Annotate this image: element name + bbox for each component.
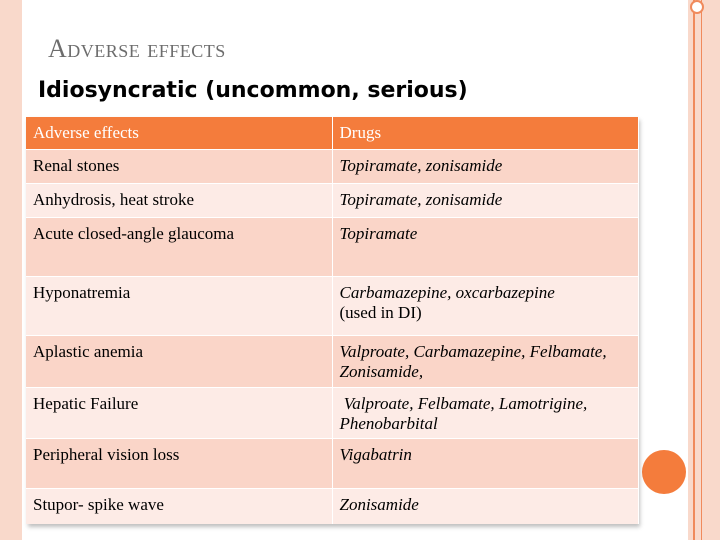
table-row bbox=[26, 388, 638, 439]
effect-cell: Aplastic anemia bbox=[26, 336, 332, 388]
table-row bbox=[26, 184, 638, 218]
slide-title: Adverse effects bbox=[48, 34, 226, 63]
table-row bbox=[26, 150, 638, 184]
drugs-cell: Vigabatrin bbox=[332, 439, 638, 489]
table-row bbox=[26, 439, 638, 489]
drugs-cell: Topiramate, zonisamide bbox=[332, 150, 638, 184]
header-drugs: Drugs bbox=[332, 117, 638, 150]
effect-cell: Hyponatremia bbox=[26, 277, 332, 336]
slide-subtitle: Idiosyncratic (uncommon, serious) bbox=[38, 78, 468, 103]
top-ring-ornament bbox=[690, 0, 704, 14]
drugs-cell: Topiramate, zonisamide bbox=[332, 184, 638, 218]
table-row bbox=[26, 218, 638, 277]
effect-cell: Acute closed-angle glaucoma bbox=[26, 218, 332, 277]
effect-cell: Renal stones bbox=[26, 150, 332, 184]
drugs-cell bbox=[332, 277, 638, 336]
drugs-cell: Valproate, Felbamate, Lamotrigine, Phenobarbital bbox=[332, 388, 638, 439]
drugs-cell: Topiramate bbox=[332, 218, 638, 277]
table-row bbox=[26, 336, 638, 388]
drugs-text: Carbamazepine, oxcarbazepine bbox=[339, 283, 555, 302]
header-adverse-effects: Adverse effects bbox=[26, 117, 332, 150]
adverse-effects-table bbox=[26, 117, 638, 524]
effect-cell: Stupor- spike wave bbox=[26, 489, 332, 524]
right-band-line-thin bbox=[701, 0, 702, 540]
left-decorative-band bbox=[0, 0, 22, 540]
table-row bbox=[26, 277, 638, 336]
drugs-note: (used in DI) bbox=[339, 303, 422, 322]
drugs-cell: Valproate, Carbamazepine, Felbamate, Zonisamide, bbox=[332, 336, 638, 388]
orange-circle-ornament bbox=[642, 450, 686, 494]
table-row bbox=[26, 489, 638, 524]
table-header-row bbox=[26, 117, 638, 150]
drugs-cell: Zonisamide bbox=[332, 489, 638, 524]
effect-cell: Hepatic Failure bbox=[26, 388, 332, 439]
effect-cell: Anhydrosis, heat stroke bbox=[26, 184, 332, 218]
right-band-line bbox=[693, 0, 695, 540]
effect-cell: Peripheral vision loss bbox=[26, 439, 332, 489]
